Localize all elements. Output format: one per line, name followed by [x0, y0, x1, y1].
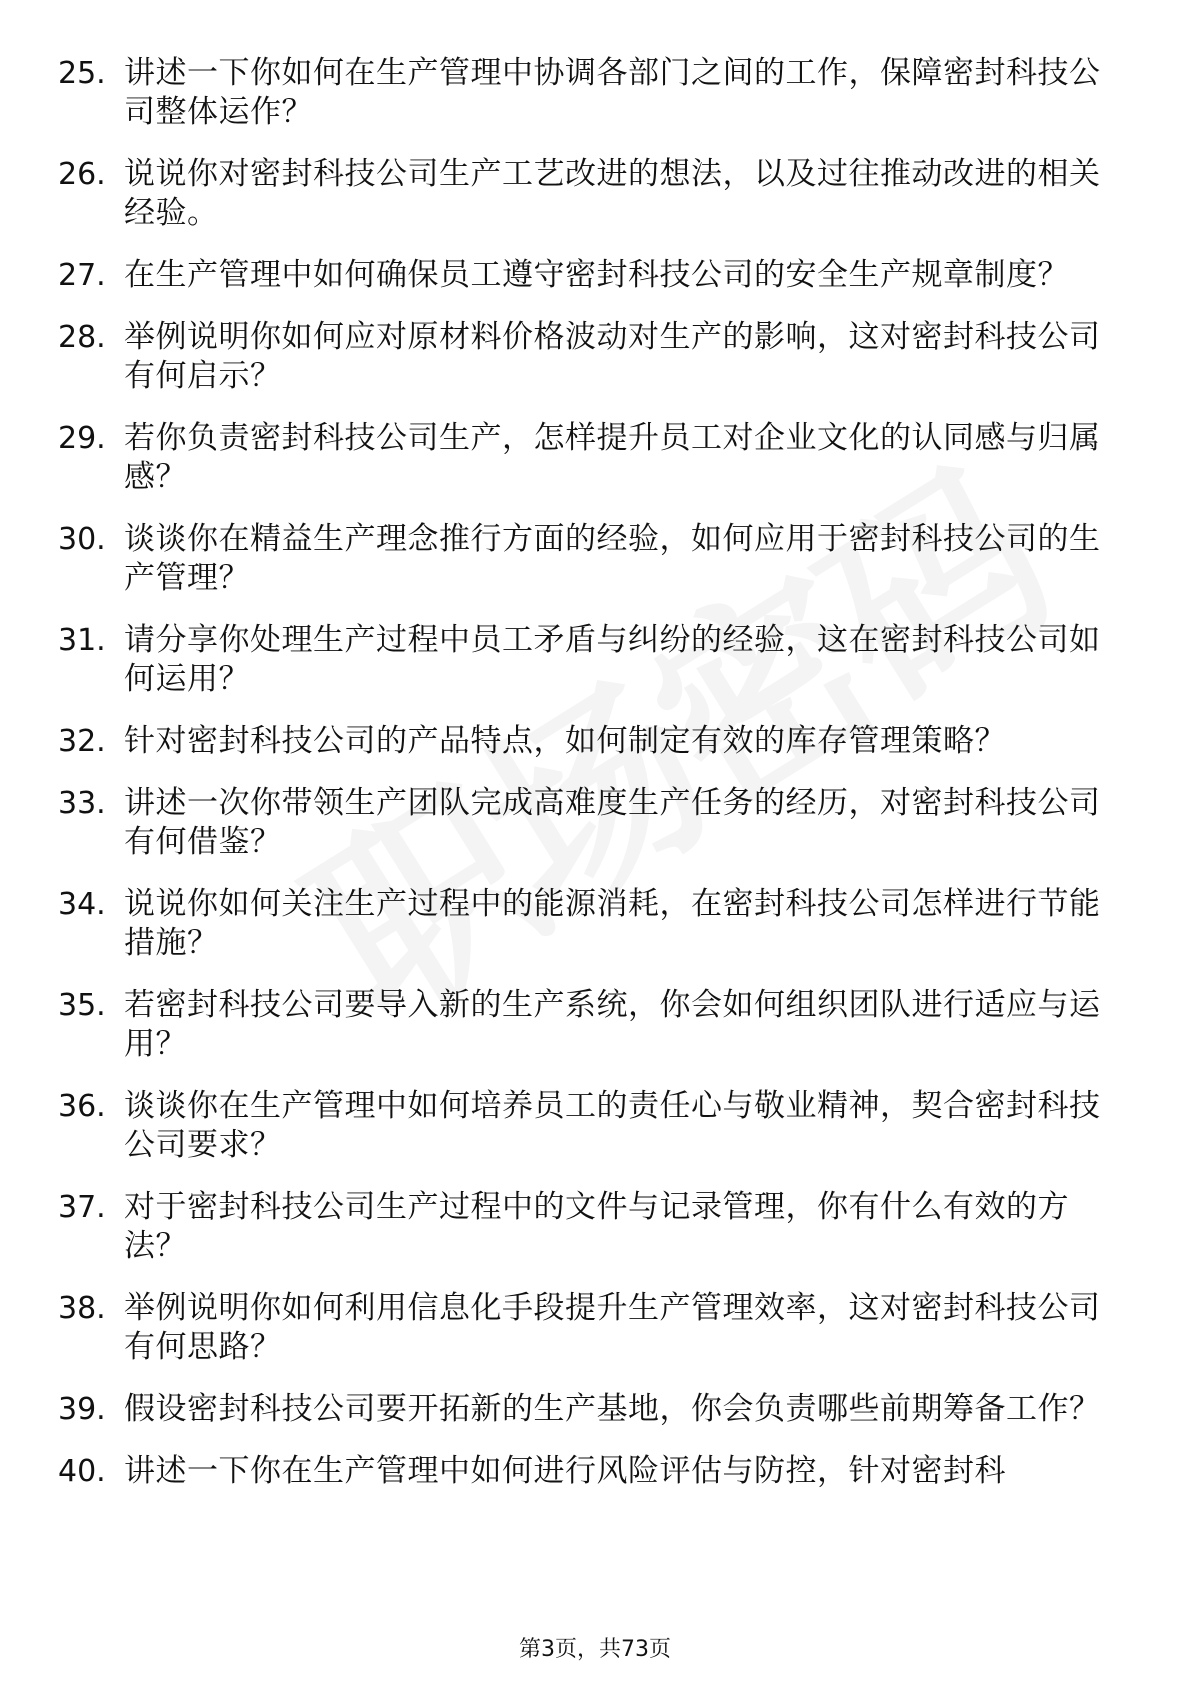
question-text: 讲述一次你带领生产团队完成高难度生产任务的经历，对密封科技公司有何借鉴？ [124, 785, 1101, 860]
question-text: 假设密封科技公司要开拓新的生产基地，你会负责哪些前期筹备工作？ [124, 1391, 1101, 1427]
question-item [58, 520, 1118, 598]
question-text: 若你负责密封科技公司生产，怎样提升员工对企业文化的认同感与归属感？ [124, 420, 1101, 495]
question-text: 针对密封科技公司的产品特点，如何制定有效的库存管理策略？ [124, 723, 1006, 759]
question-text: 若密封科技公司要导入新的生产系统，你会如何组织团队进行适应与运用？ [124, 987, 1101, 1062]
question-item [58, 1188, 1118, 1266]
question-number: 28. [58, 320, 106, 355]
question-item [58, 1289, 1118, 1367]
question-text: 请分享你处理生产过程中员工矛盾与纠纷的经验，这在密封科技公司如何运用？ [124, 622, 1101, 697]
question-number: 29. [58, 421, 106, 456]
question-item [58, 885, 1118, 963]
question-number: 35. [58, 988, 106, 1023]
question-text: 说说你对密封科技公司生产工艺改进的想法，以及过往推动改进的相关经验。 [124, 156, 1101, 231]
question-number: 31. [58, 623, 106, 658]
question-text: 举例说明你如何利用信息化手段提升生产管理效率，这对密封科技公司有何思路？ [124, 1290, 1101, 1365]
question-number: 30. [58, 522, 106, 557]
question-item [58, 784, 1118, 862]
question-item [58, 1390, 1118, 1429]
question-list [58, 54, 1118, 1514]
question-text: 谈谈你在精益生产理念推行方面的经验，如何应用于密封科技公司的生产管理？ [124, 521, 1101, 596]
question-number: 25. [58, 56, 106, 91]
question-item [58, 318, 1118, 396]
question-text: 举例说明你如何应对原材料价格波动对生产的影响，这对密封科技公司有何启示？ [124, 319, 1101, 394]
question-item [58, 1452, 1118, 1491]
question-item [58, 155, 1118, 233]
question-number: 37. [58, 1190, 106, 1225]
question-text: 讲述一下你在生产管理中如何进行风险评估与防控，针对密封科 [124, 1453, 1006, 1489]
question-text: 讲述一下你如何在生产管理中协调各部门之间的工作，保障密封科技公司整体运作？ [124, 55, 1101, 130]
question-item [58, 54, 1118, 132]
question-number: 32. [58, 724, 106, 759]
question-text: 在生产管理中如何确保员工遵守密封科技公司的安全生产规章制度？ [124, 257, 1069, 293]
question-number: 27. [58, 258, 106, 293]
question-item [58, 1087, 1118, 1165]
question-number: 34. [58, 887, 106, 922]
question-item [58, 419, 1118, 497]
page-number-label: 第3页，共73页 [519, 1637, 671, 1662]
question-text: 说说你如何关注生产过程中的能源消耗，在密封科技公司怎样进行节能措施？ [124, 886, 1101, 961]
question-item [58, 256, 1118, 295]
question-number: 38. [58, 1291, 106, 1326]
question-number: 26. [58, 157, 106, 192]
question-number: 36. [58, 1089, 106, 1124]
page-footer [0, 1636, 1190, 1664]
question-text: 谈谈你在生产管理中如何培养员工的责任心与敬业精神，契合密封科技公司要求？ [124, 1088, 1101, 1163]
question-item [58, 986, 1118, 1064]
question-item [58, 621, 1118, 699]
question-text: 对于密封科技公司生产过程中的文件与记录管理，你有什么有效的方法？ [124, 1189, 1069, 1264]
question-number: 40. [58, 1454, 106, 1489]
question-number: 39. [58, 1392, 106, 1427]
question-number: 33. [58, 786, 106, 821]
question-item [58, 722, 1118, 761]
